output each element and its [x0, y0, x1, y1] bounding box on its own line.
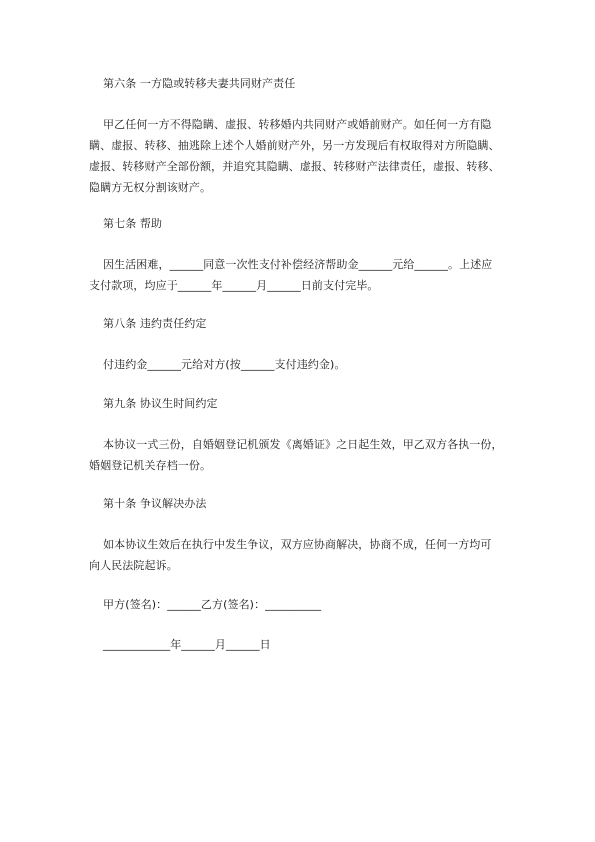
section-8-heading: 第八条 违约责任约定	[103, 317, 207, 330]
section-6-body	[89, 114, 509, 198]
section-9-line-1: 本协议一式三份，自婚姻登记机颁发《离婚证》之日起生效，甲乙双方各执一份，	[103, 438, 503, 451]
section-6-heading: 第六条 一方隐或转移夫妻共同财产责任	[103, 77, 296, 90]
section-10-heading: 第十条 争议解决办法	[103, 497, 207, 510]
section-6-line-1: 甲乙任何一方不得隐瞒、虚报、转移婚内共同财产或婚前财产。如任何一方有隐	[103, 118, 492, 131]
section-6-line-2: 瞒、虚报、转移、抽逃除上述个人婚前财产外，另一方发现后有权取得对方所隐瞒、	[89, 139, 500, 152]
section-10-line-2: 向人民法院起诉。	[89, 559, 178, 572]
section-6-line-3: 虚报、转移财产全部份额，并追究其隐瞒、虚报、转移财产法律责任，虚报、转移、	[89, 160, 500, 173]
section-9-body	[89, 434, 509, 476]
section-8-body	[89, 354, 509, 375]
section-7-line-1: 因生活困难，______同意一次性支付补偿经济帮助金______元给______。上述应	[103, 258, 493, 271]
section-9-heading: 第九条 协议生时间约定	[103, 397, 218, 410]
signature-line: 甲方(签名)：______乙方(签名)：__________	[103, 598, 322, 611]
section-8-line-1: 付违约金______元给对方(按______支付违约金)。	[103, 358, 346, 371]
section-6-line-4: 隐瞒方无权分割该财产。	[89, 181, 212, 194]
section-9-line-2: 婚姻登记机关存档一份。	[89, 459, 212, 472]
section-7-body	[89, 254, 509, 296]
date-line: ____________年______月______日	[103, 638, 271, 651]
section-7-heading: 第七条 帮助	[103, 217, 163, 230]
section-10-line-1: 如本协议生效后在执行中发生争议，双方应协商解决，协商不成，任何一方均可	[103, 538, 492, 551]
section-10-body	[89, 534, 509, 576]
section-7-line-2: 支付款项，均应于______年______月______日前支付完毕。	[89, 279, 379, 292]
